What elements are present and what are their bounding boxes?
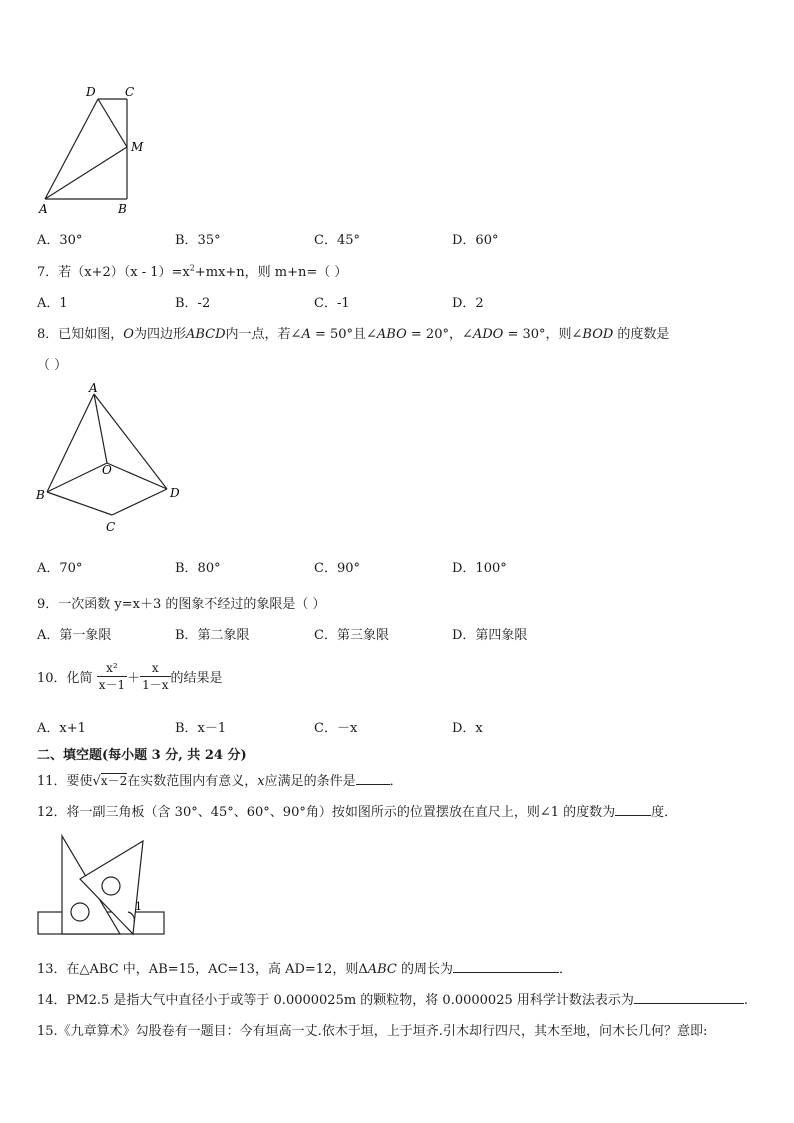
q8-option-d[interactable]: D．100° bbox=[452, 561, 507, 576]
q12-figure bbox=[36, 830, 168, 940]
label-d: D bbox=[170, 486, 180, 500]
q11-suffix: 应满足的条件是 bbox=[264, 774, 356, 789]
q8-option-c[interactable]: C．90° bbox=[314, 561, 360, 576]
q14-text: 14．PM2.5 是指大气中直径小于或等于 0.0000025m 的颗粒物，将 0.0000025 用科学计数法表示为 bbox=[37, 993, 634, 1008]
label-m: M bbox=[131, 140, 144, 154]
label-b: B bbox=[36, 488, 45, 502]
q8-stem bbox=[37, 323, 669, 342]
q10-plus: ＋ bbox=[127, 671, 141, 686]
q8-answer-bracket: （ ） bbox=[37, 358, 68, 373]
label-b: B bbox=[118, 202, 127, 216]
label-a: A bbox=[89, 381, 98, 395]
q8-figure bbox=[30, 380, 200, 540]
q14-end: . bbox=[743, 993, 749, 1008]
q7-option-c[interactable]: C．-1 bbox=[314, 296, 350, 311]
q10-option-b[interactable]: B．x－1 bbox=[175, 721, 227, 736]
q10-stem bbox=[37, 660, 223, 693]
edge-ao bbox=[94, 394, 107, 463]
q11-answer-blank[interactable] bbox=[356, 772, 390, 785]
q10-fraction-1-denominator: x－1 bbox=[98, 678, 126, 692]
q7-suffix: +mx+n，则 m+n=（ ） bbox=[194, 265, 348, 280]
q12-stem bbox=[37, 801, 677, 820]
q14-answer-blank[interactable] bbox=[634, 991, 744, 1004]
q10-fraction-1 bbox=[97, 660, 127, 693]
q11-middle: 在实数范围内有意义， bbox=[127, 774, 258, 789]
q7-option-a[interactable]: A．1 bbox=[37, 296, 68, 311]
q11-stem bbox=[37, 770, 403, 789]
edge-bc bbox=[47, 492, 112, 515]
q10-prefix: 10．化简 bbox=[37, 671, 93, 686]
q10-fraction-2-denominator: 1－x bbox=[142, 678, 169, 692]
q9-option-d[interactable]: D．第四象限 bbox=[452, 628, 528, 643]
q11-prefix: 11．要使 bbox=[37, 774, 93, 789]
label-a: A bbox=[39, 202, 48, 216]
q6-option-c[interactable]: C．45° bbox=[314, 233, 360, 248]
q12-answer-blank[interactable] bbox=[615, 803, 651, 816]
angle-1-label: 1 bbox=[135, 900, 142, 913]
q8-var-ado: ADO bbox=[472, 327, 504, 342]
q8-text-1: 8．已知如图， bbox=[37, 327, 124, 342]
q13-suffix: 的周长为 bbox=[396, 962, 453, 977]
q11-var-x: x bbox=[257, 774, 265, 789]
edge-ab bbox=[47, 394, 94, 492]
q8-var-bod: BOD bbox=[582, 327, 614, 342]
q7-sup: 2 bbox=[189, 263, 195, 273]
q11-end: ． bbox=[389, 774, 403, 789]
edge-ad bbox=[45, 99, 98, 199]
q7-stem bbox=[37, 261, 347, 280]
edge-am bbox=[45, 147, 127, 199]
q7-option-b[interactable]: B．-2 bbox=[175, 296, 211, 311]
q6-option-b[interactable]: B．35° bbox=[175, 233, 221, 248]
q9-option-a[interactable]: A．第一象限 bbox=[37, 628, 112, 643]
label-d: D bbox=[86, 85, 96, 99]
q12-end: 度． bbox=[651, 805, 678, 820]
q8-text-5: = 20°，∠ bbox=[406, 327, 473, 342]
q10-option-d[interactable]: D．x bbox=[452, 721, 483, 736]
q10-suffix: 的结果是 bbox=[170, 671, 223, 686]
q6-option-a[interactable]: A．30° bbox=[37, 233, 83, 248]
q10-option-a[interactable]: A．x+1 bbox=[37, 721, 86, 736]
q9-option-b[interactable]: B．第二象限 bbox=[175, 628, 250, 643]
edge-bo bbox=[47, 463, 107, 492]
q10-fraction-2 bbox=[140, 660, 170, 693]
q14-stem bbox=[37, 989, 748, 1008]
q8-text-6: = 30°，则∠ bbox=[503, 327, 583, 342]
q10-option-c[interactable]: C．－x bbox=[314, 721, 358, 736]
q10-fraction-2-numerator: x bbox=[140, 660, 170, 677]
q8-var-abo: ABO bbox=[376, 327, 407, 342]
label-c: C bbox=[106, 520, 116, 534]
q12-text: 12．将一副三角板（含 30°、45°、60°、90°角）按如图所示的位置摆放在直尺上，则∠1 的度数为 bbox=[37, 805, 616, 820]
q7-option-d[interactable]: D．2 bbox=[452, 296, 484, 311]
q8-var-o: O bbox=[123, 327, 134, 342]
q7-prefix: 7．若（x+2）（x - 1）=x bbox=[37, 265, 190, 280]
q8-text-4: = 50°且∠ bbox=[310, 327, 377, 342]
q8-option-a[interactable]: A．70° bbox=[37, 561, 83, 576]
section-fill-in-title: 二、填空题(每小题 3 分, 共 24 分) bbox=[37, 748, 247, 763]
q8-var-abcd: ABCD bbox=[185, 327, 226, 342]
q13-stem bbox=[37, 958, 572, 977]
q10-fraction-1-numerator: x² bbox=[97, 660, 127, 677]
edge-cd bbox=[112, 489, 167, 515]
q13-end: ． bbox=[559, 962, 573, 977]
q8-text-2: 为四边形 bbox=[133, 327, 186, 342]
q13-answer-blank[interactable] bbox=[453, 960, 559, 973]
label-c: C bbox=[125, 85, 135, 99]
label-o: O bbox=[102, 463, 112, 477]
q6-figure bbox=[30, 80, 160, 220]
q9-option-c[interactable]: C．第三象限 bbox=[314, 628, 389, 643]
q6-option-d[interactable]: D．60° bbox=[452, 233, 499, 248]
q8-var-a: A bbox=[301, 327, 311, 342]
sqrt-symbol: √ bbox=[92, 774, 101, 789]
q8-option-b[interactable]: B．80° bbox=[175, 561, 221, 576]
edge-dm bbox=[98, 99, 127, 147]
q13-var-abc: ABC bbox=[367, 962, 397, 977]
q9-stem: 9．一次函数 y=x＋3 的图象不经过的象限是（ ） bbox=[37, 597, 326, 612]
q13-prefix: 13．在△ABC 中，AB=15，AC=13，高 AD=12，则Δ bbox=[37, 962, 368, 977]
edge-od bbox=[107, 463, 167, 489]
q11-radicand: x－2 bbox=[100, 774, 128, 788]
q8-text-3: 内一点，若∠ bbox=[225, 327, 302, 342]
q15-stem: 15.《九章算术》勾股卷有一题目：今有垣高一丈.依木于垣，上于垣齐.引木却行四尺，其木至地，问木长几何？意即: bbox=[37, 1024, 708, 1039]
q8-text-7: 的度数是 bbox=[613, 327, 670, 342]
